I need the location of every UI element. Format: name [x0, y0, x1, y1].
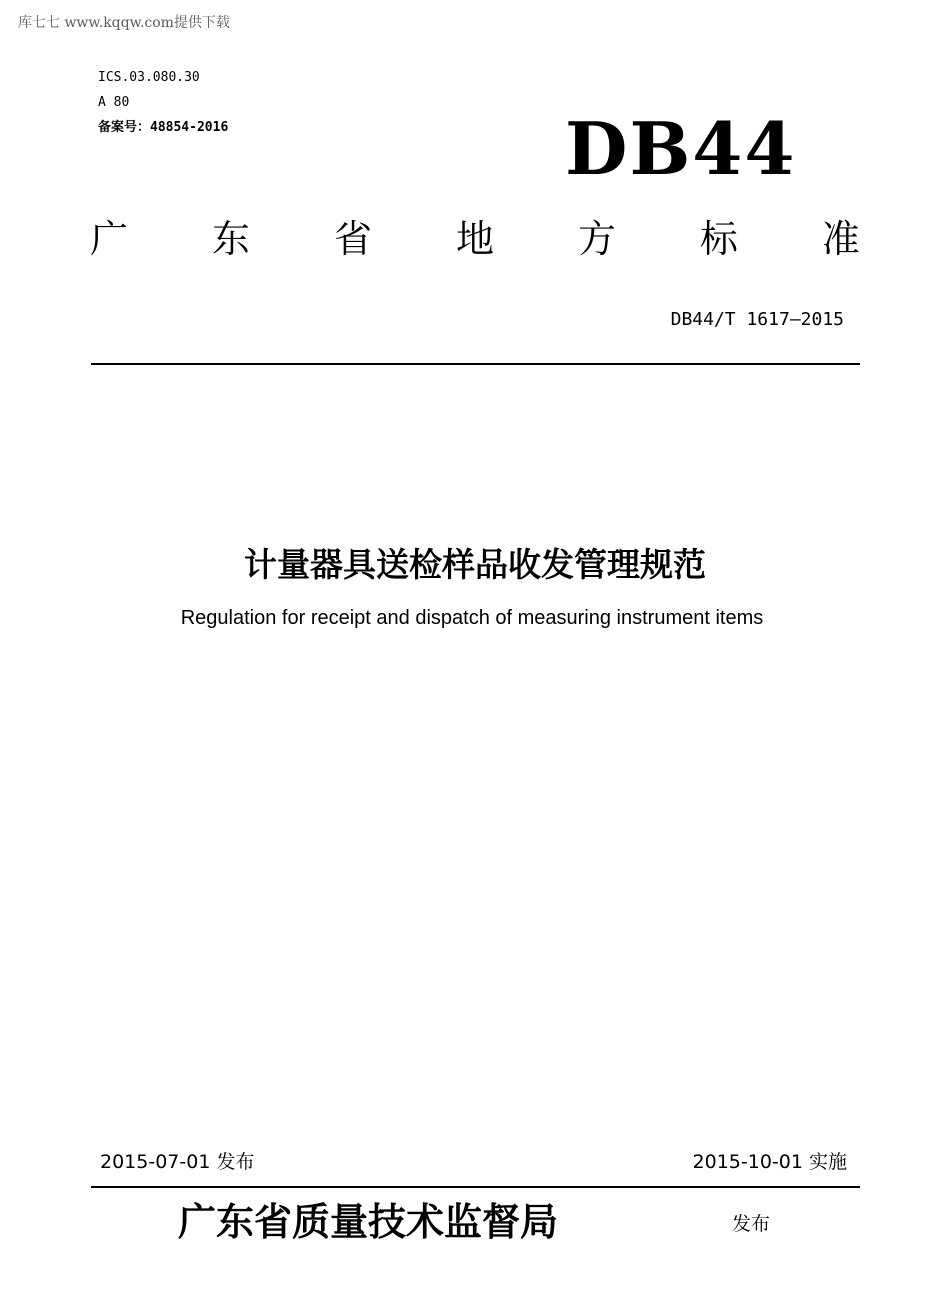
standard-type-char: 广: [90, 217, 129, 261]
issuer-name: 广东省质量技术监督局: [178, 1199, 559, 1244]
standard-type-char: 地: [455, 217, 494, 261]
ics-code: ICS.03.080.30: [98, 70, 200, 85]
standard-type-char: 东: [211, 217, 250, 261]
standard-number: DB44/T 1617—2015: [670, 309, 844, 330]
standard-type-char: 省: [333, 217, 372, 261]
bottom-divider: [91, 1186, 860, 1188]
standard-type-heading: [90, 214, 860, 264]
ccs-code: A 80: [98, 95, 130, 110]
implement-date: 2015-10-01 实施: [692, 1151, 847, 1173]
record-number: 备案号：48854-2016: [98, 120, 229, 135]
db-code-logo: DB44: [565, 106, 797, 191]
issuer-action: 发布: [732, 1213, 771, 1235]
standard-type-char: 标: [699, 217, 738, 261]
standard-type-char: 准: [821, 217, 860, 261]
document-title-zh: 计量器具送检样品收发管理规范: [244, 545, 706, 584]
issue-date: 2015-07-01 发布: [100, 1151, 255, 1173]
standard-type-char: 方: [577, 217, 616, 261]
top-divider: [91, 363, 860, 365]
watermark-text: 库七七 www.kqqw.com提供下载: [18, 15, 230, 31]
document-title-en: Regulation for receipt and dispatch of measuring instrument items: [180, 607, 764, 629]
